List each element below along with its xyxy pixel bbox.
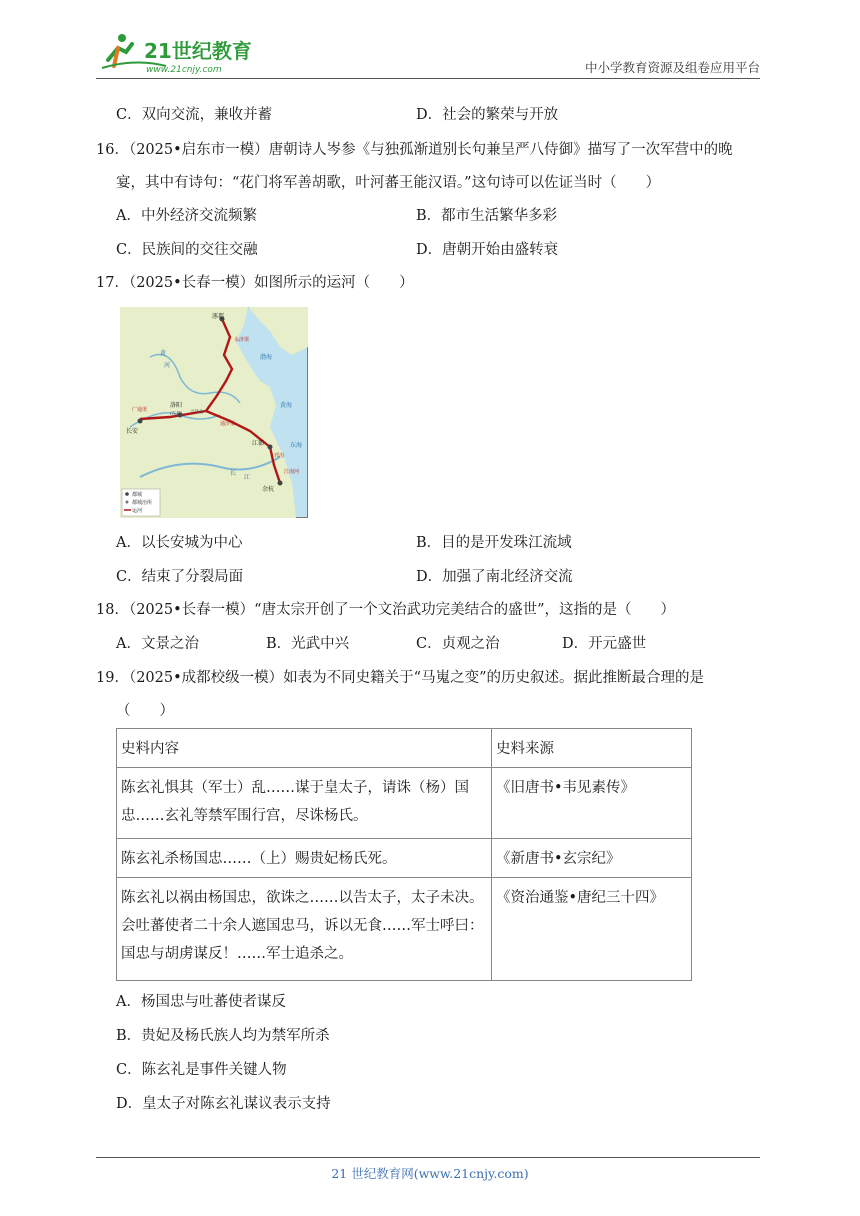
river-label: 长: [230, 470, 237, 477]
city-label: 涿郡: [212, 313, 225, 320]
table-cell-content: [117, 878, 492, 981]
q17-option-a: A．以长安城为中心: [116, 535, 243, 551]
legend-label: 运河: [132, 508, 143, 514]
q18-option-c: C．贞观之治: [416, 636, 500, 652]
table-cell-line: 陈玄礼以祸由杨国忠，欲诛之……以告太子，太子未决。: [121, 890, 484, 906]
table-cell-line: 忠……玄礼等禁军围行宫，尽诛杨氏。: [121, 808, 368, 824]
city-note: (东都): [170, 412, 183, 417]
q18-option-b: B．光武中兴: [266, 636, 350, 652]
city-dot: [138, 419, 143, 424]
table-cell-line: 国忠与胡虏谋反！……军士追杀之。: [121, 946, 353, 962]
site-logo[interactable]: [96, 30, 266, 76]
header-divider: [96, 78, 760, 79]
canal-map: [120, 307, 308, 518]
q19-stem-line2: （ ）: [116, 703, 174, 719]
table-cell-source: 《资治通鉴•唐纪三十四》: [492, 878, 692, 981]
q17-stem: 17．（2025•长春一模）如图所示的运河（ ）: [96, 275, 414, 291]
table-cell-source: 《旧唐书•韦见素传》: [492, 768, 692, 839]
q19-option-b: B．贵妃及杨氏族人均为禁军所杀: [116, 1028, 330, 1044]
q17-option-b: B．目的是开发珠江流域: [416, 535, 572, 551]
canal-label: 江南河: [284, 469, 300, 475]
table-cell-line: 陈玄礼杀杨国忠……（上）赐贵妃杨氏死。: [121, 851, 397, 867]
q16-option-d: D．唐朝开始由盛转衰: [416, 242, 559, 258]
q18-stem: 18．（2025•长春一模）“唐太宗开创了一个文治武功完美结合的盛世”，这指的是（ ）: [96, 602, 675, 618]
city-dot: [268, 445, 273, 450]
city-label: 洛阳: [170, 402, 183, 409]
city-note: 兴洛仓: [190, 410, 204, 415]
q19-option-a: A．杨国忠与吐蕃使者谋反: [116, 994, 286, 1010]
canal-label: 永济渠: [234, 337, 250, 343]
q18-option-d: D．开元盛世: [562, 636, 647, 652]
q19-option-c: C．陈玄礼是事件关键人物: [116, 1062, 287, 1078]
table-cell-content: [117, 839, 492, 878]
canal-label: 邗沟: [274, 453, 285, 459]
footer-divider: [96, 1157, 760, 1158]
logo-url: www.21cnjy.com: [146, 65, 222, 75]
table-cell-source: 《新唐书•玄宗纪》: [492, 839, 692, 878]
legend-label: 都城: [132, 492, 143, 498]
legend-label: 都城治所: [132, 500, 153, 506]
q19-option-d: D．皇太子对陈玄礼谋议表示支持: [116, 1096, 331, 1112]
q15-option-c: C．双向交流，兼收并蓄: [116, 107, 273, 123]
table-cell-line: 陈玄礼惧其（军士）乱……谋于皇太子，请诛（杨）国: [121, 780, 469, 796]
q16-stem-line1: 16．（2025•启东市一模）唐朝诗人岑参《与独孤渐道别长句兼呈严八侍御》描写了一次军营中的晚: [96, 142, 733, 158]
source-table: [116, 728, 692, 981]
q17-option-c: C．结束了分裂局面: [116, 569, 244, 585]
river-label: 黄: [160, 350, 167, 357]
q19-stem-line1: 19．（2025•成都校级一模）如表为不同史籍关于“马嵬之变”的历史叙述。据此推断最合理的是: [96, 670, 704, 686]
city-label: 江都: [252, 440, 265, 447]
canal-label: 广通渠: [132, 407, 148, 413]
platform-name: 中小学教育资源及组卷应用平台: [584, 60, 760, 75]
q16-option-c: C．民族间的交往交融: [116, 242, 258, 258]
table-cell-content: [117, 768, 492, 839]
river-label: 河: [164, 362, 171, 369]
city-label: 长安: [126, 428, 139, 435]
table-row: [117, 878, 692, 981]
q16-option-a: A．中外经济交流频繁: [116, 208, 257, 224]
table-row: [117, 768, 692, 839]
q18-option-a: A．文景之治: [116, 636, 199, 652]
q17-option-d: D．加强了南北经济交流: [416, 569, 573, 585]
city-label: 余杭: [262, 486, 275, 493]
table-row: [117, 839, 692, 878]
q16-stem-line2: 宴，其中有诗句：“花门将军善胡歌，叶河蕃王能汉语。”这句诗可以佐证当时（ ）: [116, 175, 661, 191]
footer-link[interactable]: 21 世纪教育网(www.21cnjy.com): [331, 1166, 529, 1181]
sea-label: 东海: [290, 442, 303, 449]
table-header-cell: 史料内容: [117, 729, 492, 768]
river-label: 江: [244, 474, 251, 481]
table-header-row: [117, 729, 692, 768]
canal-label: 通济渠: [220, 421, 236, 427]
sea-label: 渤海: [260, 354, 273, 361]
sea-label: 黄海: [280, 402, 293, 409]
q16-option-b: B．都市生活繁华多彩: [416, 208, 558, 224]
logo-text: 21世纪教育: [144, 39, 252, 63]
city-dot: [278, 481, 283, 486]
table-cell-line: 会吐蕃使者二十余人遮国忠马，诉以无食……军士呼曰：: [121, 918, 484, 934]
table-header-cell: 史料来源: [492, 729, 692, 768]
q15-option-d: D．社会的繁荣与开放: [416, 107, 559, 123]
